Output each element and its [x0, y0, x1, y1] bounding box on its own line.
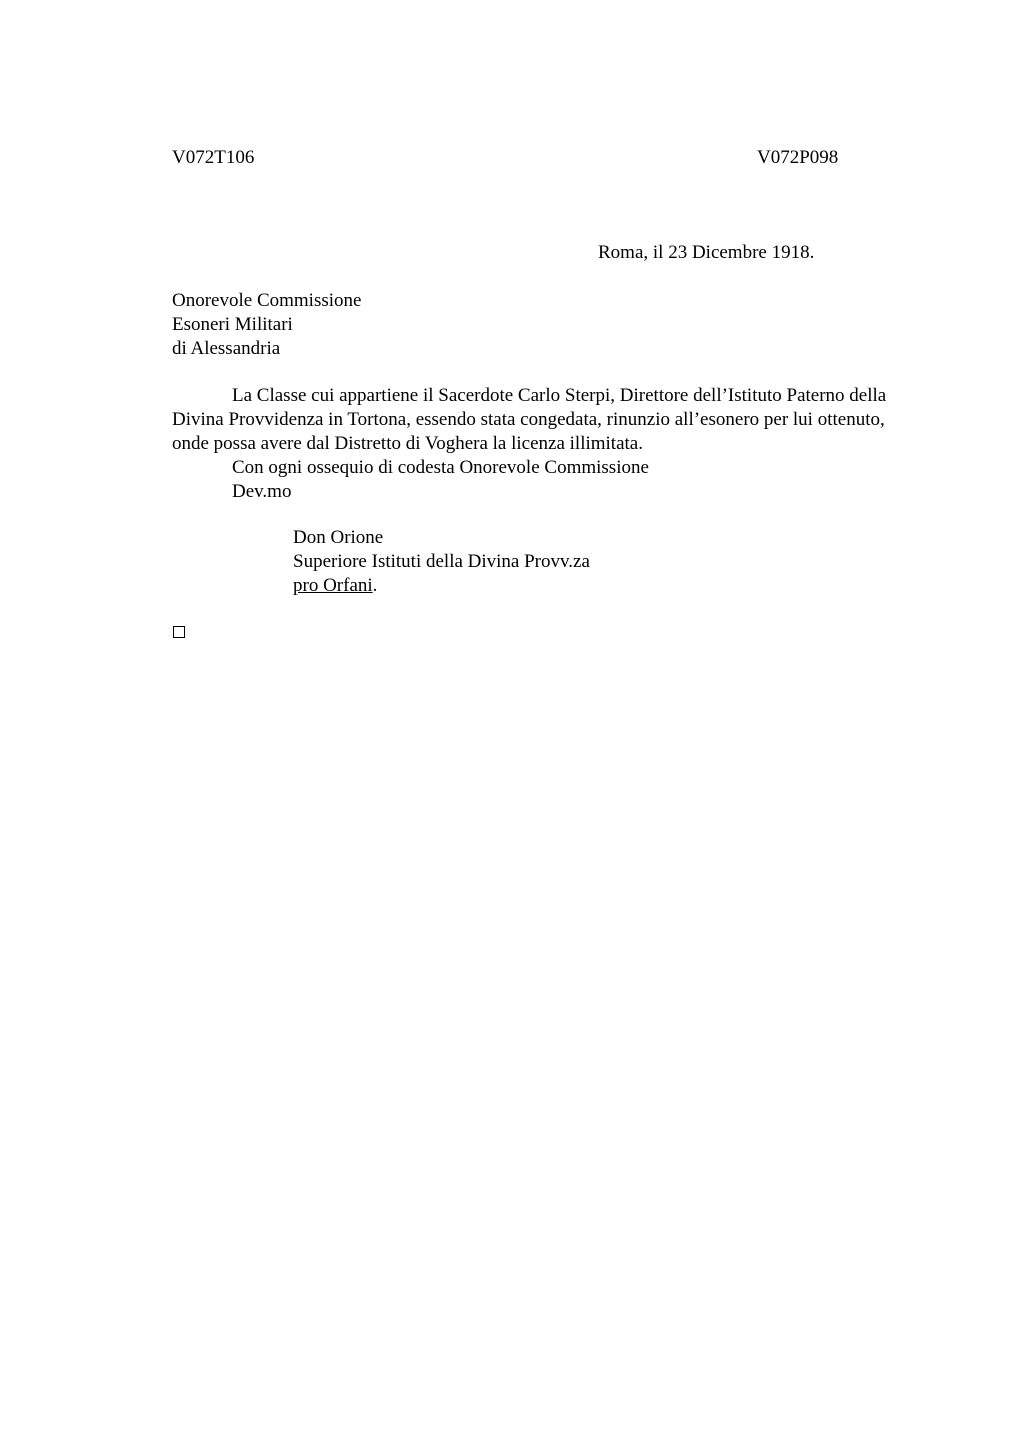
- letter-recipient: [172, 289, 361, 361]
- closing-line: Con ogni ossequio di codesta Onorevole Commissione: [232, 457, 649, 478]
- letter-signature: [293, 526, 590, 598]
- recipient-line: di Alessandria: [172, 338, 281, 359]
- checkbox-square-icon: [173, 626, 185, 638]
- letter-body: [172, 384, 922, 504]
- recipient-line: Esoneri Militari: [172, 314, 293, 335]
- document-code-right: V072P098: [757, 147, 839, 168]
- recipient-line: Onorevole Commissione: [172, 290, 362, 311]
- letter-dateline: Roma, il 23 Dicembre 1918.: [598, 242, 815, 263]
- signature-name: Don Orione: [293, 527, 384, 548]
- body-paragraph: La Classe cui appartiene il Sacerdote Carlo Sterpi, Direttore dell’Istituto Paterno della Divina Provvidenza in Tortona, essendo stata congedata, rinunzio all’esonero per lui ottenuto, onde possa avere dal Distretto di Voghera la licenza illimitata.: [172, 385, 887, 454]
- signature-underlined-text: pro Orfani: [293, 575, 373, 596]
- closing-abbreviation: Dev.mo: [232, 481, 292, 502]
- signature-dedication: [293, 574, 590, 598]
- signature-title: Superiore Istituti della Divina Provv.za: [293, 551, 590, 572]
- document-code-left: V072T106: [172, 147, 255, 168]
- signature-trailing-period: .: [372, 575, 378, 596]
